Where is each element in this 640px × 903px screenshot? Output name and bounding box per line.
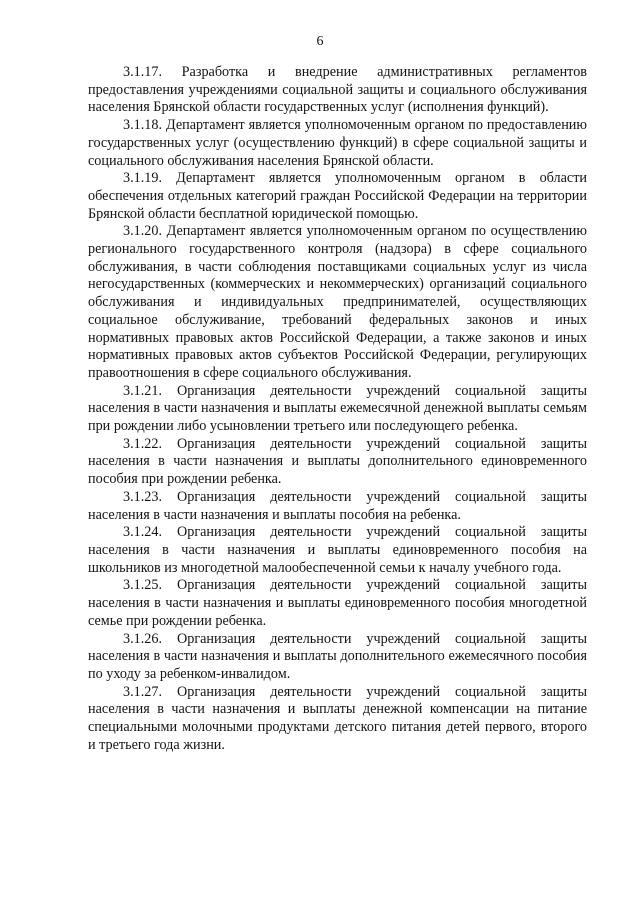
paragraph-3-1-22: 3.1.22. Организация деятельности учреждений социальной защиты населения в части назначения и выплаты дополнительного единовременного пособия при рождении ребенка.	[88, 435, 587, 488]
paragraph-3-1-20: 3.1.20. Департамент является уполномоченным органом по осуществлению регионального государственного контроля (надзора) в сфере социального обслуживания, в части соблюдения поставщиками социальных услуг из числа негосударственных (коммерческих и некоммерческих) организаций социального обслуживания и индивидуальных предпринимателей, осуществляющих социальное обслуживание, требований федеральных законов и иных нормативных правовых актов Российской Федерации, а также законов и иных нормативных правовых актов субъектов Российской Федерации, регулирующих правоотношения в сфере социального обслуживания.	[88, 223, 587, 381]
paragraph-3-1-18: 3.1.18. Департамент является уполномоченным органом по предоставлению государственных услуг (осуществлению функций) в сфере социальной защиты и социального обслуживания населения Брянской области.	[88, 117, 587, 169]
paragraph-3-1-24: 3.1.24. Организация деятельности учреждений социальной защиты населения в части назначения и выплаты единовременного пособия на школьников из многодетной малообеспеченной семьи к началу учебного года.	[88, 524, 587, 576]
paragraph-3-1-19: 3.1.19. Департамент является уполномоченным органом в области обеспечения отдельных категорий граждан Российской Федерации на территории Брянской области бесплатной юридической помощью.	[88, 170, 587, 222]
document-body	[88, 64, 587, 754]
paragraph-3-1-25: 3.1.25. Организация деятельности учреждений социальной защиты населения в части назначения и выплаты единовременного пособия многодетной семье при рождении ребенка.	[88, 577, 587, 629]
paragraph-3-1-23: 3.1.23. Организация деятельности учреждений социальной защиты населения в части назначения и выплаты пособия на ребенка.	[88, 488, 587, 523]
paragraph-3-1-21: 3.1.21. Организация деятельности учреждений социальной защиты населения в части назначения и выплаты ежемесячной денежной выплаты семьям при рождении либо усыновлении третьего или последующего ребенка.	[88, 382, 587, 435]
paragraph-3-1-26: 3.1.26. Организация деятельности учреждений социальной защиты населения в части назначения и выплаты дополнительного ежемесячного пособия по уходу за ребенком-инвалидом.	[88, 630, 587, 682]
paragraph-3-1-27: 3.1.27. Организация деятельности учреждений социальной защиты населения в части назначения и выплаты денежной компенсации на питание специальными молочными продуктами детского питания детей первого, второго и третьего года жизни.	[88, 683, 587, 753]
page-number: 6	[316, 34, 324, 49]
paragraph-3-1-17: 3.1.17. Разработка и внедрение административных регламентов предоставления учреждениями социальной защиты и социального обслуживания населения Брянской области государственных услуг (исполнения функций).	[88, 64, 587, 116]
